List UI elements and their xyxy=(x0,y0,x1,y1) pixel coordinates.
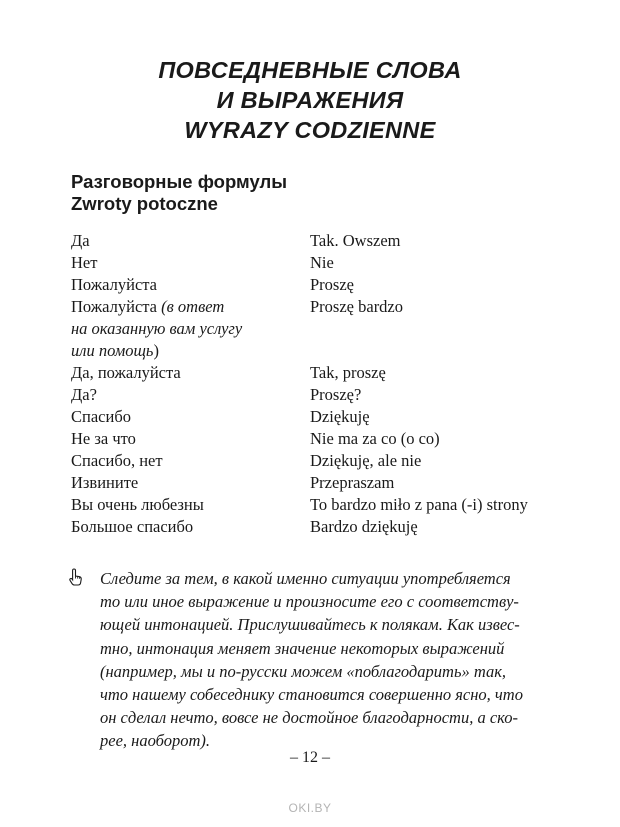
phrase-ru: Вы очень любезны xyxy=(71,495,204,514)
phrase-pl: Proszę bardzo xyxy=(310,297,404,316)
phrase-ru: Пожалуйста xyxy=(71,297,157,316)
phrase-pl: Nie ma za co (o co) xyxy=(310,429,440,448)
title-line-3: WYRAZY CODZIENNE xyxy=(184,117,436,143)
phrase-ru: Нет xyxy=(71,253,98,272)
phrase-pl: To bardzo miło z pana (-i) strony xyxy=(310,495,528,514)
phrase-pl: Tak. Owszem xyxy=(310,231,401,250)
watermark: OKI.BY xyxy=(288,801,332,815)
phrase-row xyxy=(71,362,571,384)
note-line: он сделал нечто, вовсе не достойное благодарности, а ско- xyxy=(100,708,518,728)
phrase-row xyxy=(71,516,571,538)
phrase-pl: Dziękuję, ale nie xyxy=(310,451,422,470)
phrase-ru-note: (в ответ xyxy=(161,297,225,316)
section-heading-ru: Разговорные формулы xyxy=(71,171,288,192)
phrase-row xyxy=(71,494,571,516)
phrase-row xyxy=(71,230,571,252)
phrase-pl: Nie xyxy=(310,253,334,272)
note-line: рее, наоборот). xyxy=(100,731,210,751)
section-heading-pl: Zwroty potoczne xyxy=(71,193,218,214)
phrase-pl: Przepraszam xyxy=(310,473,395,492)
phrase-ru: Извините xyxy=(71,473,139,492)
note-line: то или иное выражение и произносите его с соответству- xyxy=(100,592,519,612)
page-number: – 12 – xyxy=(290,749,330,766)
note-line: ющей интонацией. Прислушивайтесь к полякам. Как извес- xyxy=(100,615,520,635)
note-line: тно, интонация меняет значение некоторых выражений xyxy=(100,638,505,658)
phrase-row xyxy=(71,252,571,274)
phrase-ru-note-close: ) xyxy=(153,341,159,360)
phrase-pl: Bardzo dziękuję xyxy=(310,517,418,536)
phrase-ru: Не за что xyxy=(71,429,136,448)
phrase-row xyxy=(71,472,571,494)
usage-note xyxy=(71,567,561,753)
phrase-pl: Proszę? xyxy=(310,385,362,404)
phrase-ru: Большое спасибо xyxy=(71,517,194,536)
phrase-ru-note: на оказанную вам услугу xyxy=(71,319,243,338)
phrase-row xyxy=(71,384,571,406)
phrase-pl: Tak, proszę xyxy=(310,363,386,382)
phrase-ru: Да? xyxy=(71,385,97,404)
section-heading xyxy=(71,171,287,215)
phrase-ru-note: или помощь xyxy=(71,341,154,360)
pointing-hand-icon xyxy=(68,568,86,586)
phrase-row xyxy=(71,274,571,296)
phrase-ru: Да, пожалуйста xyxy=(71,363,181,382)
title-line-2: И ВЫРАЖЕНИЯ xyxy=(216,87,404,113)
note-line: (например, мы и по-русски можем «поблагодарить» так, xyxy=(100,661,507,681)
phrase-pl: Dziękuję xyxy=(310,407,370,426)
phrase-table xyxy=(71,230,571,538)
phrase-row xyxy=(71,428,571,450)
note-line: что нашему собеседнику становится совершенно ясно, что xyxy=(100,685,523,705)
phrase-ru: Да xyxy=(71,231,90,250)
phrase-ru: Пожалуйста xyxy=(71,275,157,294)
page-title xyxy=(0,55,620,145)
phrase-row xyxy=(71,296,571,362)
note-line: Следите за тем, в какой именно ситуации употребляется xyxy=(100,569,511,588)
title-line-1: ПОВСЕДНЕВНЫЕ СЛОВА xyxy=(158,57,462,83)
phrase-row xyxy=(71,450,571,472)
phrase-ru: Спасибо xyxy=(71,407,131,426)
phrase-pl: Proszę xyxy=(310,275,354,294)
phrase-ru: Спасибо, нет xyxy=(71,451,163,470)
phrase-row xyxy=(71,406,571,428)
